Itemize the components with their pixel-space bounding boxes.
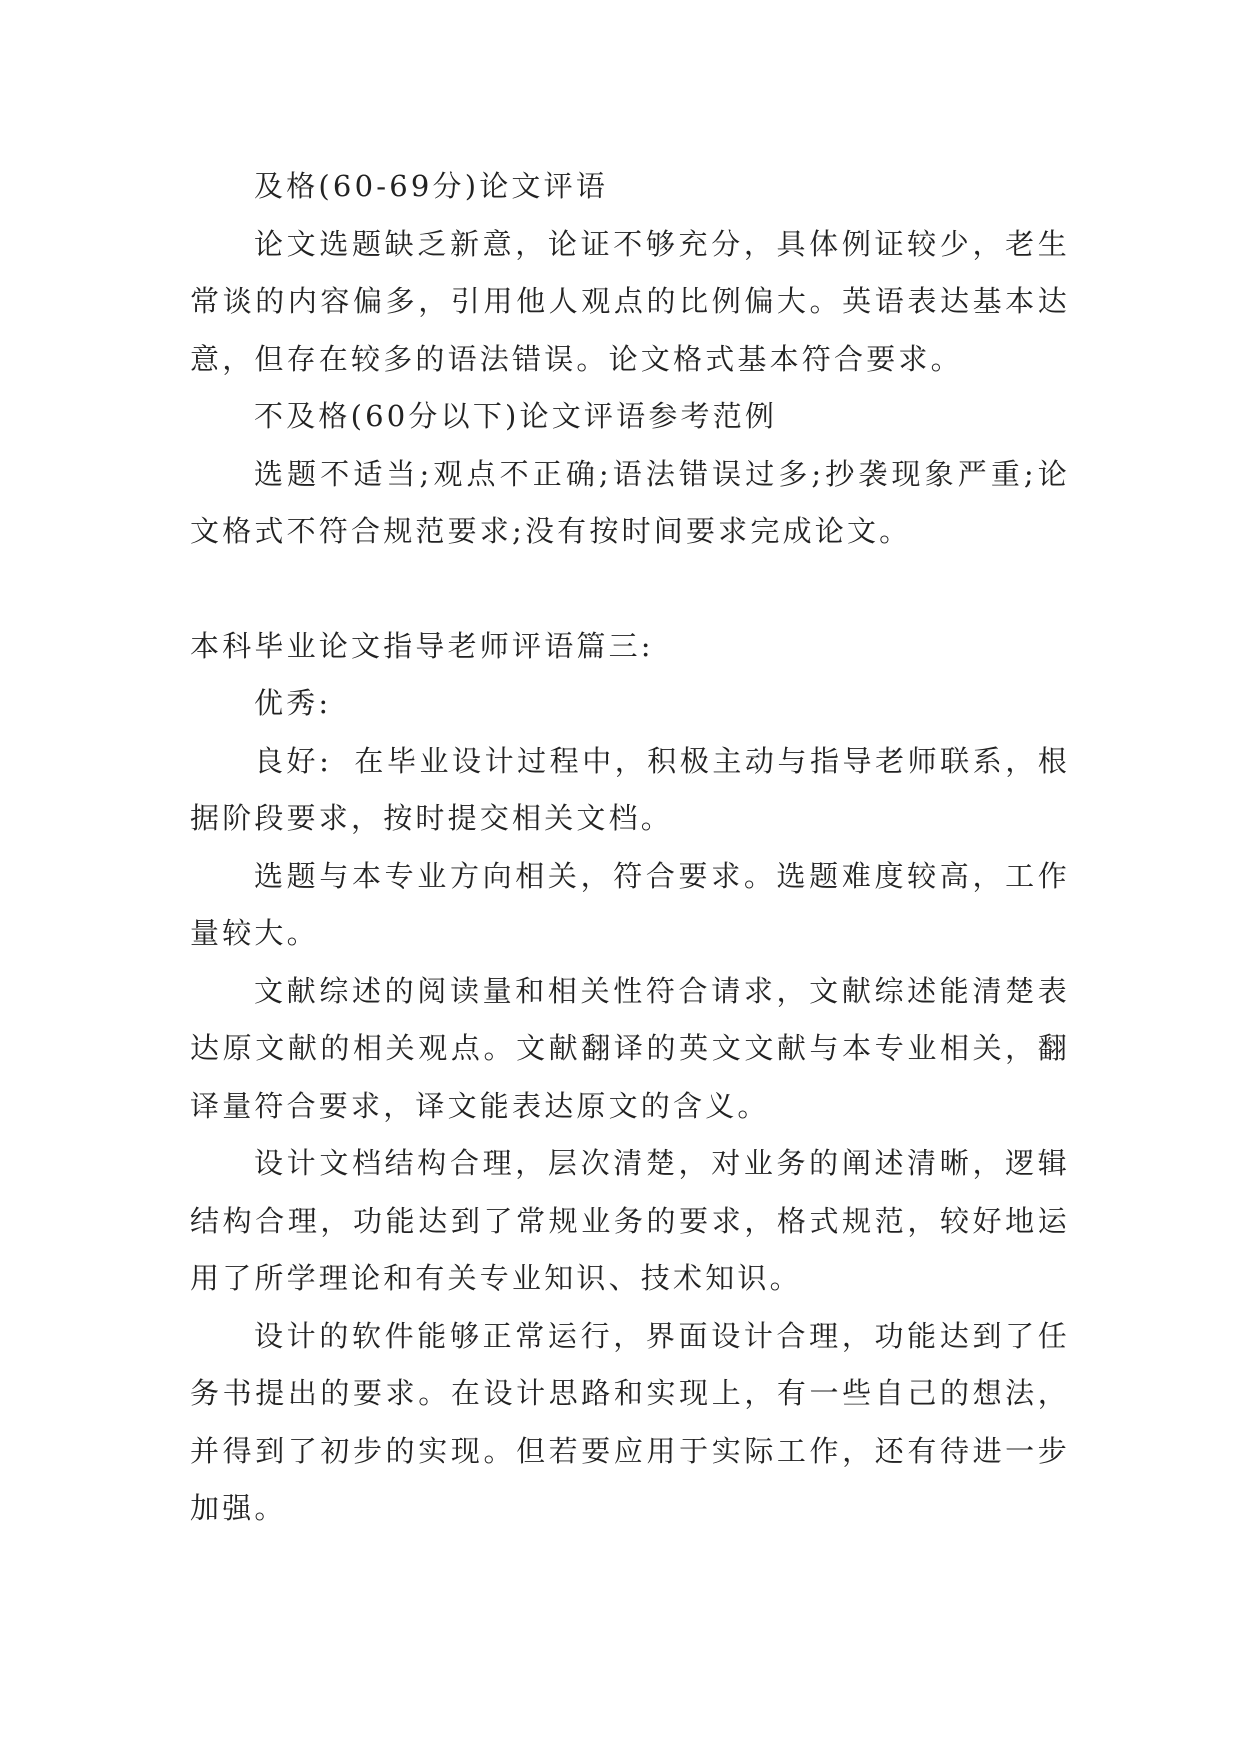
pass-comment-heading: 及格(60-69分)论文评语 [254, 169, 609, 203]
pass-comment-paragraph: 论文选题缺乏新意，论证不够充分，具体例证较少，老生常谈的内容偏多，引用他人观点的比例偏大。英语表达基本达意，但存在较多的语法错误。论文格式基本符合要求。 [190, 226, 1070, 376]
software-comment-paragraph: 设计的软件能够正常运行，界面设计合理，功能达到了任务书提出的要求。在设计思路和实现上，有一些自己的想法，并得到了初步的实现。但若要应用于实际工作，还有待进一步加强。 [190, 1318, 1070, 1525]
topic-comment-paragraph: 选题与本专业方向相关，符合要求。选题难度较高，工作量较大。 [190, 858, 1070, 950]
literature-comment-paragraph: 文献综述的阅读量和相关性符合请求，文献综述能清楚表达原文献的相关观点。文献翻译的英文文献与本专业相关，翻译量符合要求，译文能表达原文的含义。 [190, 973, 1070, 1123]
good-comment-text: 在毕业设计过程中，积极主动与指导老师联系，根据阶段要求，按时提交相关文档。 [190, 743, 1070, 835]
section-three-title: 本科毕业论文指导老师评语篇三: [190, 628, 654, 663]
document-body [190, 158, 1070, 1538]
excellent-label: 优秀: [254, 686, 332, 720]
good-comment-paragraph [190, 733, 1070, 848]
fail-comment-heading: 不及格(60分以下)论文评语参考范例 [254, 399, 778, 433]
design-doc-comment-paragraph: 设计文档结构合理，层次清楚，对业务的阐述清晰，逻辑结构合理，功能达到了常规业务的要求，格式规范，较好地运用了所学理论和有关专业知识、技术知识。 [190, 1146, 1070, 1295]
good-label: 良好: [254, 743, 333, 778]
fail-comment-paragraph: 选题不适当;观点不正确;语法错误过多;抄袭现象严重;论文格式不符合规范要求;没有按时间要求完成论文。 [190, 456, 1070, 548]
